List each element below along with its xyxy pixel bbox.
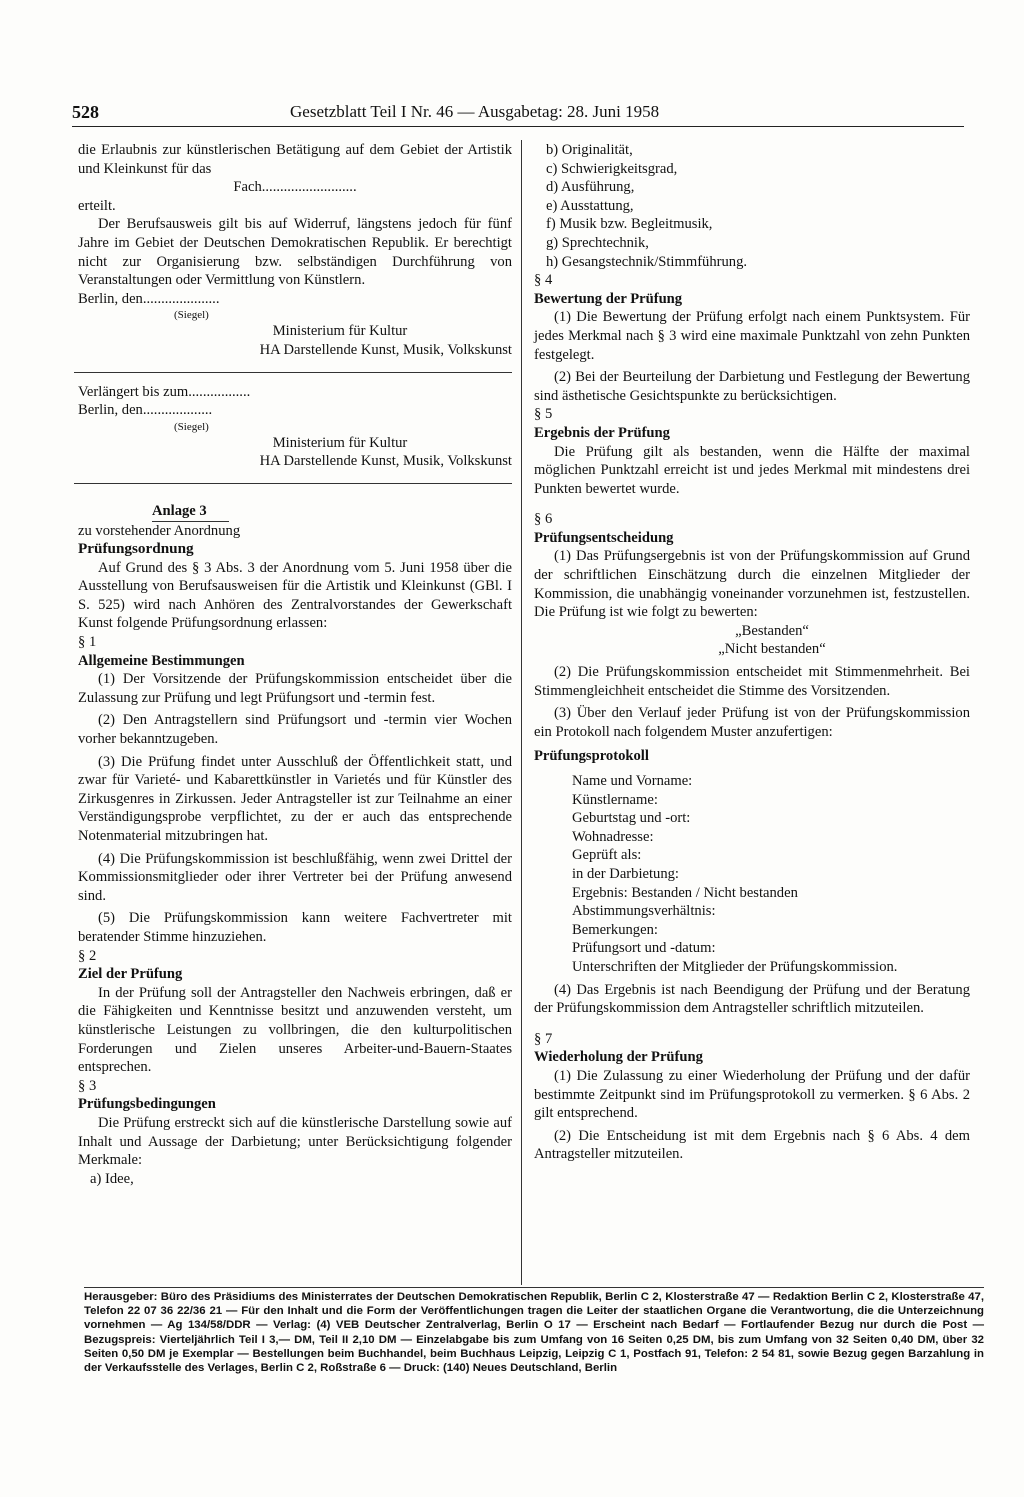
section-number: § 4 <box>534 272 553 289</box>
column-divider <box>521 140 522 1285</box>
criteria-item: b) Originalität, <box>546 142 633 158</box>
protocol-form <box>534 772 970 977</box>
paragraph: (1) Das Prüfungsergebnis ist von der Prüfungskommission auf Grund der schriftlichen Einschätzung durch die einzelnen Mitglieder der Kommission, die unabhängig voneinander vorzunehmen ist, festzustellen. Die Prüfung ist wie folgt zu bewerten: <box>534 548 970 621</box>
document-title: Prüfungsordnung <box>78 540 194 558</box>
ministry-name: Ministerium für Kultur <box>272 434 408 451</box>
protocol-field: in der Darbietung: <box>572 865 679 882</box>
protocol-title: Prüfungsprotokoll <box>534 748 649 765</box>
criteria-item: g) Sprechtechnik, <box>546 234 649 251</box>
paragraph: In der Prüfung soll der Antragsteller den Nachweis erbringen, daß er die Fähigkeiten und Kenntnisse besitzt und anzuwenden versteht, um künstlerische Leistungen zu vollbringen, die den kulturpolitischen Forderungen und Zielen unseres Arbeiter-und-Bauern-Staates entsprechen. <box>78 984 512 1076</box>
ministry-name: Ministerium für Kultur <box>272 323 408 340</box>
header-rule <box>72 126 964 127</box>
paragraph: Die Prüfung erstreckt sich auf die künstlerische Darstellung sowie auf Inhalt und Aussage der Darbietung; unter Berücksichtigung folgender Merkmale: <box>78 1114 512 1169</box>
paragraph: (1) Der Vorsitzende der Prüfungskommission entscheidet über die Zulassung zur Prüfung und legt Prüfungsort und -termin fest. <box>78 671 512 706</box>
protocol-field: Bemerkungen: <box>572 921 658 938</box>
paragraph: (2) Die Prüfungskommission entscheidet mit Stimmenmehrheit. Bei Stimmengleichheit entscheidet die Stimme des Vorsitzenden. <box>534 664 970 699</box>
protocol-field: Künstlername: <box>572 791 658 808</box>
paragraph: Die Prüfung gilt als bestanden, wenn die Hälfte der maximal möglichen Punktzahl erreicht ist und jedes Merkmal mit mindestens drei Punkten bewertet wurde. <box>534 443 970 497</box>
divider <box>74 483 512 484</box>
section-number: § 7 <box>534 1030 553 1047</box>
seal-label: (Siegel) <box>174 420 209 433</box>
paragraph: die Erlaubnis zur künstlerischen Betätigung auf dem Gebiet der Artistik und Kleinkunst für das <box>78 142 512 177</box>
paragraph: (2) Den Antragstellern sind Prüfungsort und -termin vier Wochen vorher bekanntzugeben. <box>78 712 512 748</box>
left-column <box>78 141 512 1188</box>
protocol-field: Prüfungsort und -datum: <box>572 940 716 957</box>
criteria-item: c) Schwierigkeitsgrad, <box>546 160 678 177</box>
protocol-field: Wohnadresse: <box>572 828 654 845</box>
berlin-date-line: Berlin, den..................... <box>78 290 220 307</box>
paragraph: (3) Über den Verlauf jeder Prüfung ist von der Prüfungskommission ein Protokoll nach folgendem Muster anzufertigen: <box>534 705 970 740</box>
berlin-date-line: Berlin, den................... <box>78 402 213 419</box>
rating-option: „Nicht bestanden“ <box>718 641 826 658</box>
annex-heading: Anlage 3 <box>152 502 229 522</box>
footer-rule <box>84 1287 984 1288</box>
section-title: Prüfungsentscheidung <box>534 529 674 546</box>
paragraph: (1) Die Bewertung der Prüfung erfolgt nach einem Punktsystem. Für jedes Merkmal nach § 3 wird eine maximale Punktzahl von zehn Punkten festgelegt. <box>534 309 970 363</box>
paragraph: (5) Die Prüfungskommission kann weitere Fachvertreter mit beratender Stimme hinzuziehen. <box>78 910 512 945</box>
imprint-footer <box>84 1287 984 1375</box>
protocol-field: Geburtstag und -ort: <box>572 810 691 827</box>
page-header <box>72 102 964 126</box>
rating-option: „Bestanden“ <box>735 622 809 639</box>
fach-line: Fach.......................... <box>233 179 357 196</box>
section-number: § 1 <box>78 634 97 651</box>
section-number: § 5 <box>534 406 553 423</box>
paragraph: (2) Bei der Beurteilung der Darbietung und Festlegung der Bewertung sind ästhetische Gesichtspunkte zu berücksichtigen. <box>534 369 970 404</box>
paragraph: Der Berufsausweis gilt bis auf Widerruf, längstens jedoch für fünf Jahre im Gebiet der Deutschen Demokratischen Republik. Er berechtigt nicht zur Organisierung bzw. selbständigen Durchführung von Veranstaltungen oder Vermittlung von Künstlern. <box>78 216 512 289</box>
seal-label: (Siegel) <box>174 309 209 322</box>
criteria-item: e) Ausstattung, <box>546 197 634 214</box>
preamble: Auf Grund des § 3 Abs. 3 der Anordnung vom 5. Juni 1958 über die Ausstellung von Berufsausweisen für die Artistik und Kleinkunst (GBl. I S. 525) wird nach Anhören des Zentralvorstandes der Gewerkschaft Kunst folgende Prüfungsordnung erlassen: <box>78 559 512 632</box>
page-number: 528 <box>72 102 99 122</box>
protocol-field: Unterschriften der Mitglieder der Prüfungskommission. <box>572 958 898 975</box>
section-title: Prüfungsbedingungen <box>78 1096 216 1113</box>
erteilt-line: erteilt. <box>78 197 116 214</box>
protocol-field: Ergebnis: Bestanden / Nicht bestanden <box>572 884 798 901</box>
section-title: Wiederholung der Prüfung <box>534 1049 703 1066</box>
divider <box>74 372 512 373</box>
section-number: § 3 <box>78 1077 97 1094</box>
section-title: Ergebnis der Prüfung <box>534 424 670 441</box>
annex-subtitle: zu vorstehender Anordnung <box>78 522 241 539</box>
section-title: Bewertung der Prüfung <box>534 290 683 307</box>
paragraph: (1) Die Zulassung zu einer Wiederholung der Prüfung und der dafür bestimmte Zeitpunkt sind im Prüfungsprotokoll zu vermerken. § 6 Abs. 2 gilt entsprechend. <box>534 1067 970 1122</box>
criteria-item: f) Musik bzw. Begleitmusik, <box>546 216 713 233</box>
protocol-field: Name und Vorname: <box>572 773 693 789</box>
extension-line: Verlängert bis zum................. <box>78 383 251 400</box>
imprint-text: Herausgeber: Büro des Präsidiums des Ministerrates der Deutschen Demokratischen Republik, Berlin C 2, Klosterstraße 47 — Redaktion Berlin C 2, Klosterstraße 47, Telefon 22 07 36 22/36 21 — Für den Inhalt und die Form der Veröffentlichungen tragen die Leiter der staatlichen Organe die Verantwortung, die die Unterzeichnung vornehmen — Ag 134/58/DDR — Verlag: (4) VEB Deutscher Zentralverlag, Berlin O 17 — Erscheint nach Bedarf — Fortlaufender Bezug nur durch die Post — Bezugspreis: Vierteljährlich Teil I 3,— DM, Teil II 2,10 DM — Einzelabgabe bis zum Umfang von 16 Seiten 0,25 DM, bis zum Umfang von 32 Seiten 0,40 DM, über 32 Seiten 0,50 DM je Exemplar — Bestellungen beim Buchhandel, beim Buchhaus Leipzig, Leipzig C 1, Postfach 91, Telefon: 2 54 81, sowie Bezug gegen Barzahlung in der Verkaufsstelle des Verlages, Berlin C 2, Roßstraße 6 — Druck: (140) Neues Deutschland, Berlin <box>84 1291 984 1375</box>
paragraph: (4) Die Prüfungskommission ist beschlußfähig, wenn zwei Drittel der Kommissionsmitglieder oder ihrer Vertreter bei der Prüfung anwesend sind. <box>78 850 512 904</box>
paragraph: (3) Die Prüfung findet unter Ausschluß der Öffentlichkeit statt, und zwar für Varieté- und Kabarettkünstler in Varietés und für Künstler des Zirkusgenres in Zirkussen. Jeder Antragsteller ist zur Teilnahme an einer Verständigungsprobe verpflichtet, zu der er auch das entsprechende Notenmaterial mitzubringen hat. <box>78 753 512 844</box>
criteria-item: d) Ausführung, <box>546 179 635 196</box>
gazette-title: Gesetzblatt Teil I Nr. 46 — Ausgabetag: 28. Juni 1958 <box>290 102 660 121</box>
protocol-field: Abstimmungsverhältnis: <box>572 903 716 920</box>
protocol-field: Geprüft als: <box>572 847 642 864</box>
criteria-item: a) Idee, <box>90 1170 134 1187</box>
paragraph: (4) Das Ergebnis ist nach Beendigung der Prüfung und der Beratung der Prüfungskommission dem Antragsteller schriftlich mitzuteilen. <box>534 981 970 1017</box>
section-number: § 6 <box>534 511 553 528</box>
paragraph: (2) Die Entscheidung ist mit dem Ergebnis nach § 6 Abs. 4 dem Antragsteller mitzuteilen. <box>534 1127 970 1163</box>
department-name: HA Darstellende Kunst, Musik, Volkskunst <box>259 341 512 358</box>
criteria-item: h) Gesangstechnik/Stimmführung. <box>546 253 748 270</box>
section-title: Allgemeine Bestimmungen <box>78 652 245 669</box>
section-number: § 2 <box>78 947 97 964</box>
section-title: Ziel der Prüfung <box>78 966 183 983</box>
department-name: HA Darstellende Kunst, Musik, Volkskunst <box>259 453 512 470</box>
right-column <box>534 141 970 1164</box>
